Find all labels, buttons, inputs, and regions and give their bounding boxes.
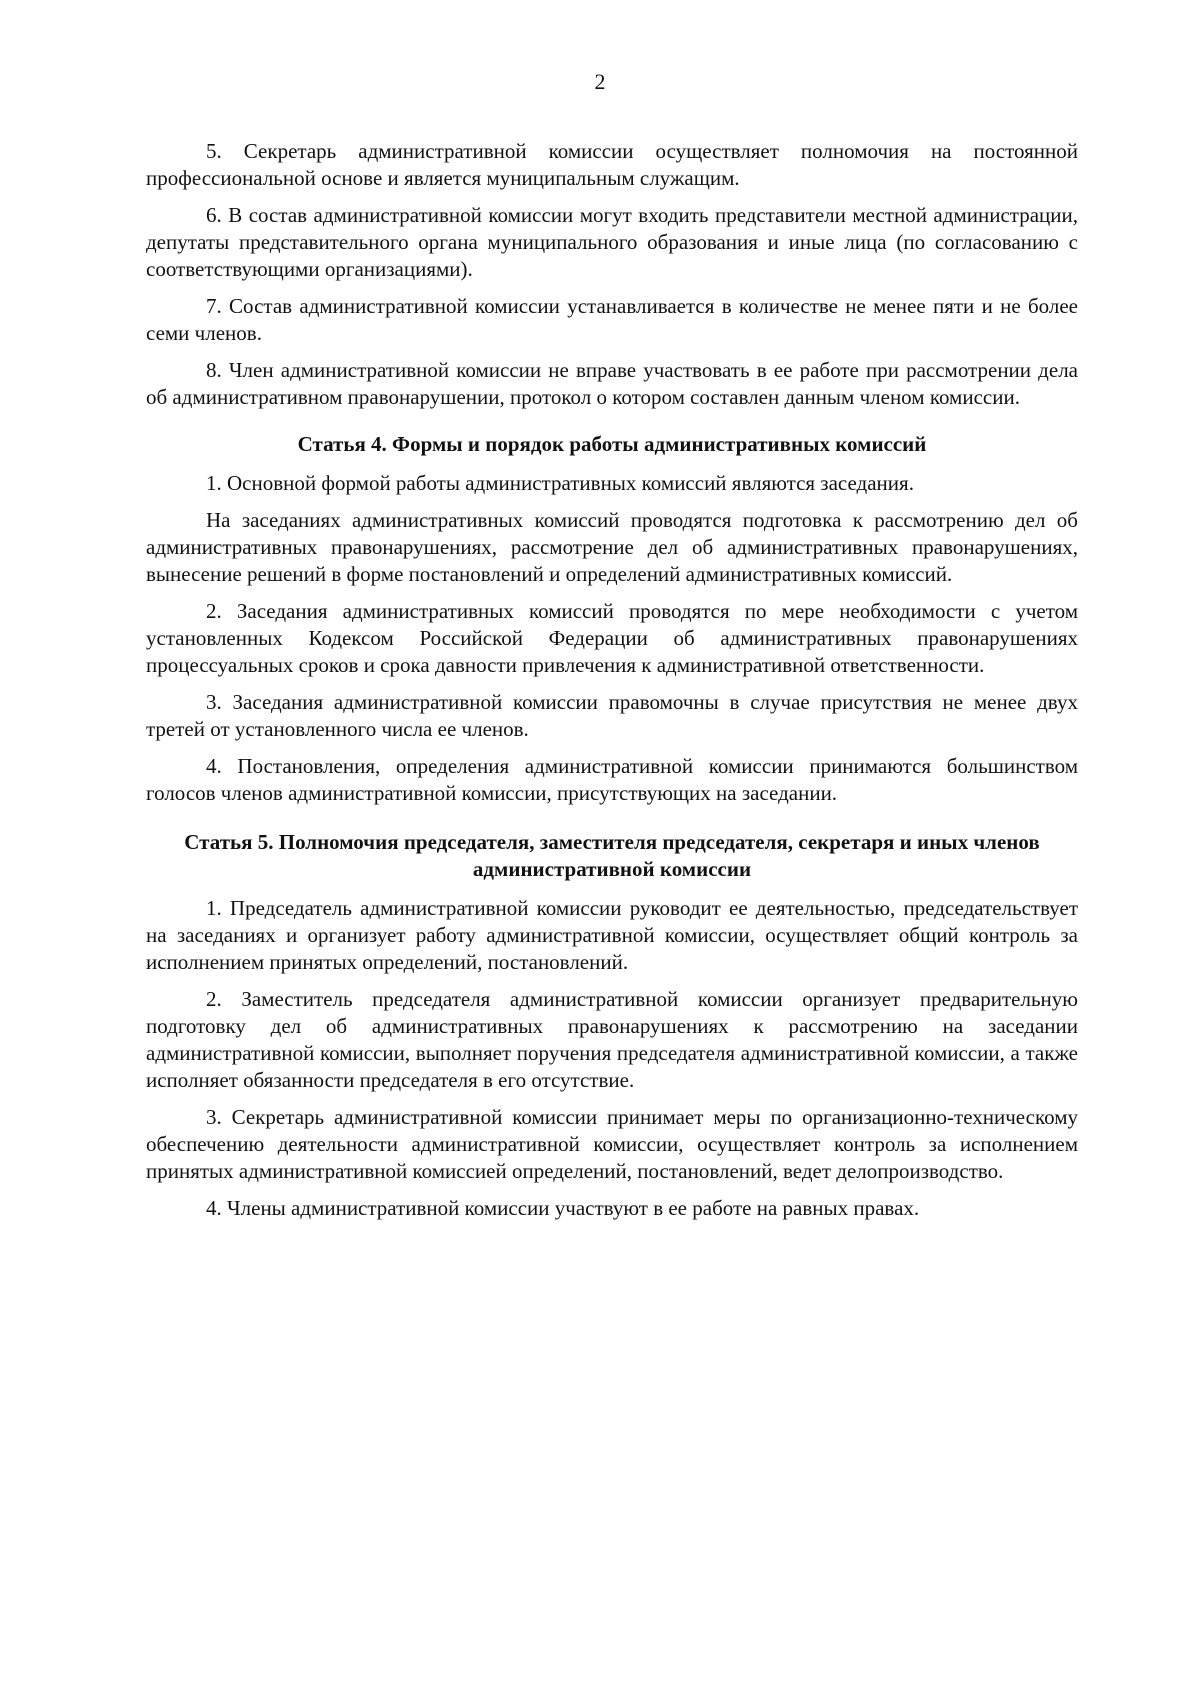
paragraph-art3-item7: 7. Состав административной комиссии устанавливается в количестве не менее пяти и не более семи членов. <box>146 294 1078 345</box>
paragraph-art3-item8: 8. Член административной комиссии не вправе участвовать в ее работе при рассмотрении дела об административном правонарушении, протокол о котором составлен данным членом комиссии. <box>146 358 1078 409</box>
paragraph-art5-item2: 2. Заместитель председателя административной комиссии организует предварительную подготовку дел об административных правонарушениях к рассмотрению на заседании административной комиссии, выполняет поручения председателя административной комиссии, а также исполняет обязанности председателя в его отсутствие. <box>146 987 1078 1092</box>
document-body <box>146 138 1078 1232</box>
paragraph-art4-item4: 4. Постановления, определения административной комиссии принимаются большинством голосов членов административной комиссии, присутствующих на заседании. <box>146 754 1078 805</box>
paragraph-art5-item3: 3. Секретарь административной комиссии принимает меры по организационно-техническому обеспечению деятельности административной комиссии, осуществляет контроль за исполнением принятых административной комиссией определений, постановлений, ведет делопроизводство. <box>146 1105 1078 1183</box>
paragraph-art4-item1: 1. Основной формой работы административных комиссий являются заседания. <box>206 471 914 495</box>
page-number: 2 <box>594 69 606 94</box>
article-5-heading: Статья 5. Полномочия председателя, заместителя председателя, секретаря и иных членов административной комиссии <box>184 830 1040 881</box>
paragraph-art5-item4: 4. Члены административной комиссии участвуют в ее работе на равных правах. <box>206 1196 920 1220</box>
paragraph-art3-item5: 5. Секретарь административной комиссии осуществляет полномочия на постоянной профессиональной основе и является муниципальным служащим. <box>146 139 1078 190</box>
paragraph-art4-item3: 3. Заседания административной комиссии правомочны в случае присутствия не менее двух третей от установленного числа ее членов. <box>146 690 1078 741</box>
paragraph-art3-item6: 6. В состав административной комиссии могут входить представители местной администрации, депутаты представительного органа муниципального образования и иные лица (по согласованию с соответствующими организациями). <box>146 203 1078 281</box>
paragraph-art4-item1-cont: На заседаниях административных комиссий проводятся подготовка к рассмотрению дел об административных правонарушениях, рассмотрение дел об административных правонарушениях, вынесение решений в форме постановлений и определений административных комиссий. <box>146 508 1078 586</box>
article-4-heading: Статья 4. Формы и порядок работы административных комиссий <box>297 432 927 456</box>
paragraph-art4-item2: 2. Заседания административных комиссий проводятся по мере необходимости с учетом установленных Кодексом Российской Федерации об административных правонарушениях процессуальных сроков и срока давности привлечения к административной ответственности. <box>146 599 1078 677</box>
paragraph-art5-item1: 1. Председатель административной комиссии руководит ее деятельностью, председательствует на заседаниях и организует работу административной комиссии, осуществляет общий контроль за исполнением принятых определений, постановлений. <box>146 896 1078 974</box>
